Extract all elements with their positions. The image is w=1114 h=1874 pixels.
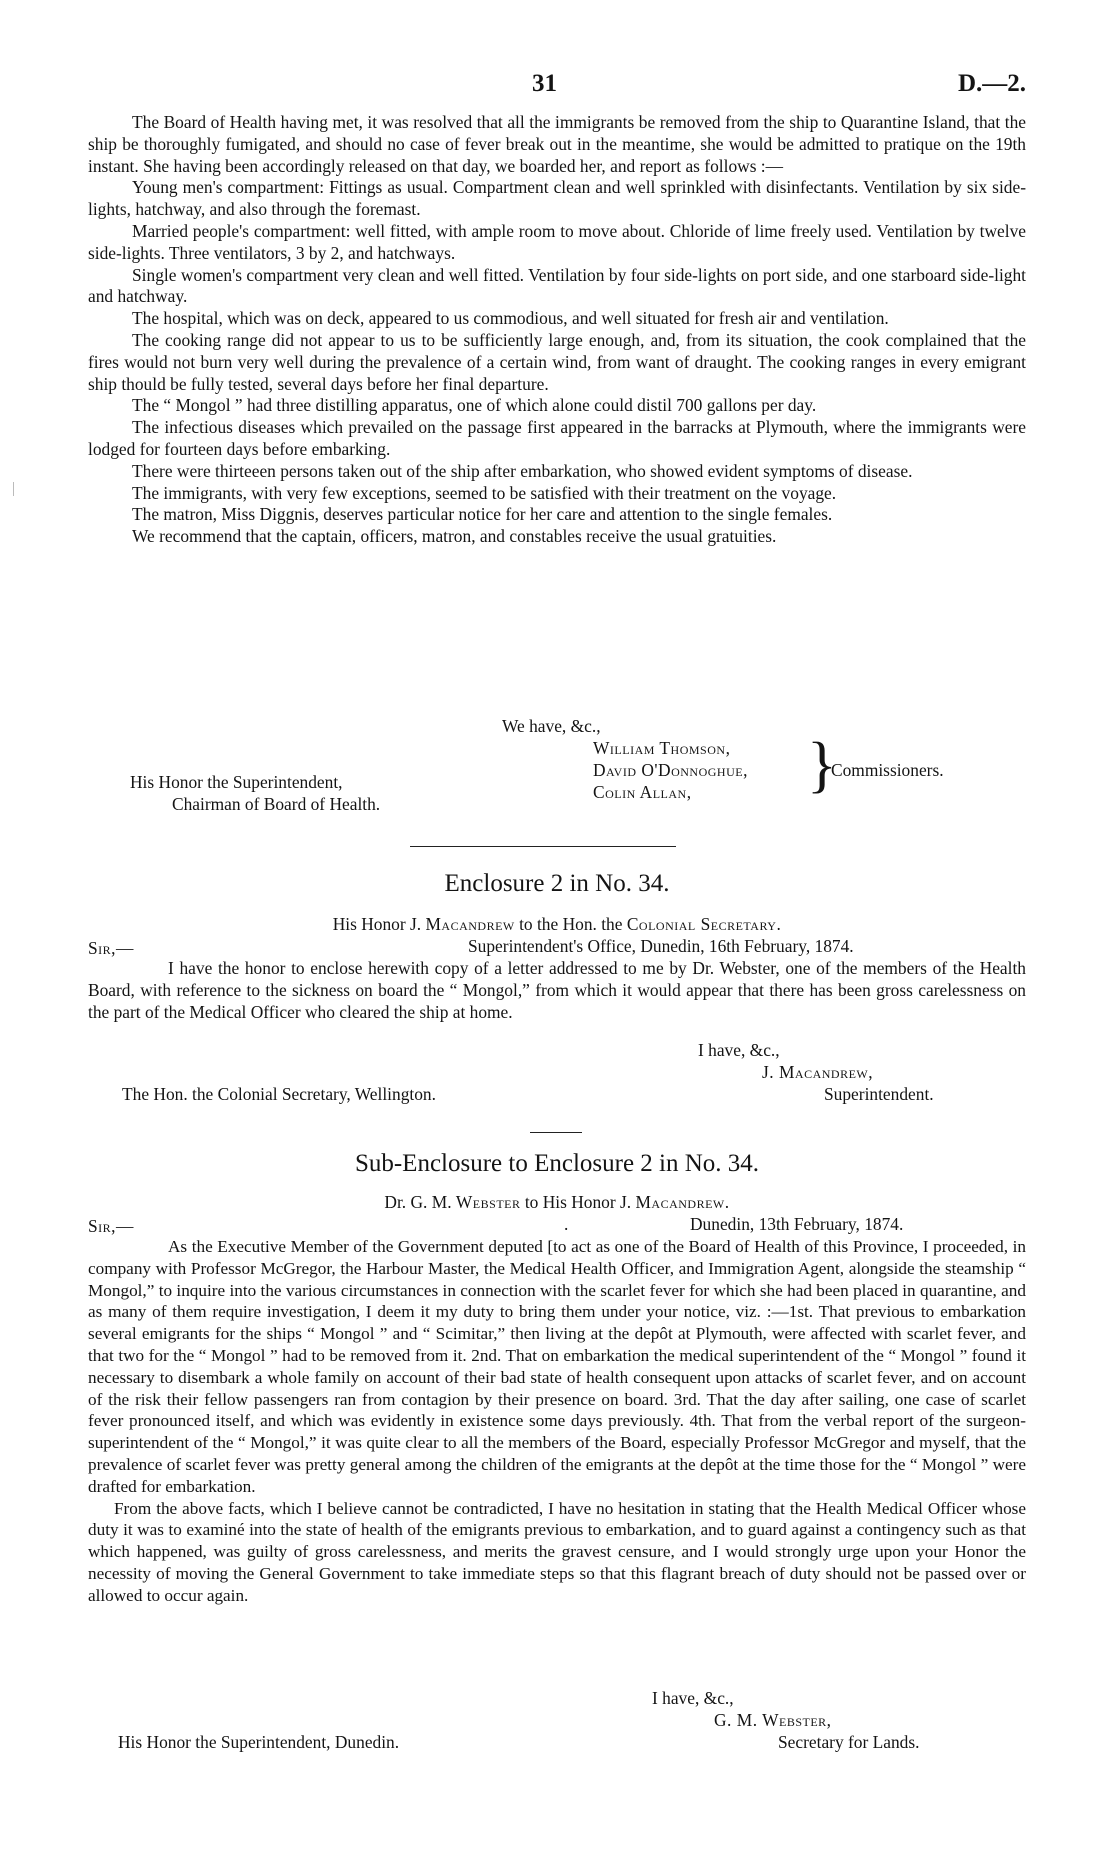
salutation: Sir,— bbox=[88, 938, 134, 958]
signatory-name: David O'Donnoghue, bbox=[593, 760, 748, 780]
report-paragraph: The infectious diseases which prevailed on the passage first appeared in the barracks at Plymouth, where the immigrants were lodged for fourteen days before embarking. bbox=[88, 417, 1026, 459]
report-paragraph: Young men's compartment: Fittings as usual. Compartment clean and well sprinkled with disinfectants. Ventilation by six side-lights, hatchway, and also through the foremast. bbox=[88, 177, 1026, 220]
report-body bbox=[88, 112, 1026, 548]
from-to-text: to the Hon. the bbox=[514, 914, 627, 934]
to-name: Macandrew. bbox=[635, 1192, 730, 1212]
subenclosure-from-to bbox=[88, 1192, 1026, 1213]
to-name: Colonial Secretary. bbox=[626, 914, 782, 934]
addressee: The Hon. the Colonial Secretary, Wellington. bbox=[122, 1084, 436, 1104]
from-to-text: His Honor J. bbox=[332, 914, 426, 934]
from-name: Macandrew bbox=[425, 914, 515, 934]
report-paragraph: There were thirteeen persons taken out of the ship after embarkation, who showed evident symptoms of disease. bbox=[132, 460, 913, 481]
signer-name: G. M. Webster, bbox=[714, 1710, 832, 1730]
signer-title: Secretary for Lands. bbox=[778, 1732, 920, 1752]
report-paragraph: The immigrants, with very few exceptions, seemed to be satisfied with their treatment on the voyage. bbox=[132, 482, 837, 503]
enclosure-body bbox=[88, 958, 1026, 1023]
letter-paragraph: As the Executive Member of the Government deputed [to act as one of the Board of Health of this Province, I proceeded, in company with Professor McGregor, the Harbour Master, the Medical Health Officer, and Immigration Agent, alongside the steamship “ Mongol,” to inquire into the various circumstances in connection with the scarlet fever for which she had been placed in quarantine, and as many of them require investigation, I deem it my duty to bring them under your notice, viz. :—1st. That previous to embarkation several emigrants for the ships “ Mongol ” and “ Scimitar,” then living at the depôt at Plymouth, were affected with scarlet fever, and that two for the “ Mongol ” had to be removed from it. 2nd. That on embarkation the medical superintendent of the “ Mongol ” found it necessary to disembark a whole family on account of their bad state of health consequent upon attacks of scarlet fever, and on account of the risk their fellow passengers ran from contagion by their presence on board. 3rd. That the day after sailing, one case of scarlet fever pronounced itself, and which was evidently in existence some days previously. 4th. That from the verbal report of the surgeon-superintendent of the “ Mongol,” it was quite clear to all the members of the Board, especially Professor McGregor and myself, that the prevalence of scarlet fever was pretty general among the children of the emigrants at the depôt at the time those for the “ Mongol ” were drafted for embarkation. bbox=[88, 1237, 1026, 1496]
report-paragraph: The matron, Miss Diggnis, deserves particular notice for her care and attention to the single females. bbox=[132, 504, 833, 525]
from-to-text: to His Honor J. bbox=[520, 1192, 636, 1212]
section-divider bbox=[410, 846, 676, 847]
place-date: Superintendent's Office, Dunedin, 16th February, 1874. bbox=[468, 936, 854, 956]
addressee: His Honor the Superintendent, bbox=[130, 772, 343, 792]
report-paragraph: Single women's compartment very clean and well fitted. Ventilation by four side-lights on port side, and one starboard side-light and hatchway. bbox=[88, 264, 1026, 307]
separator-dot: . bbox=[564, 1214, 569, 1234]
from-name: Webster bbox=[455, 1192, 521, 1212]
report-paragraph: Married people's compartment: well fitted, with ample room to move about. Chloride of lime freely used. Ventilation by twelve side-lights. Three ventilators, 3 by 2, and hatchways. bbox=[88, 220, 1026, 263]
from-to-text: Dr. G. M. bbox=[384, 1192, 456, 1212]
letter-closing: I have, &c., bbox=[698, 1040, 780, 1060]
signatory-name: William Thomson, bbox=[593, 738, 731, 758]
addressee: His Honor the Superintendent, Dunedin. bbox=[118, 1732, 400, 1752]
letter-paragraph: I have the honor to enclose herewith copy of a letter addressed to me by Dr. Webster, one of the members of the Health Board, with reference to the sickness on board the “ Mongol,” from which it would appear that there has been gross carelessness on the part of the Medical Officer who cleared the ship at home. bbox=[88, 958, 1026, 1022]
report-paragraph: The “ Mongol ” had three distilling apparatus, one of which alone could distil 700 gallons per day. bbox=[132, 395, 817, 416]
letter-closing: I have, &c., bbox=[652, 1688, 734, 1708]
signatory-name: Colin Allan, bbox=[593, 782, 692, 802]
page-number: 31 bbox=[532, 70, 557, 97]
enclosure-title: Enclosure 2 in No. 34. bbox=[444, 870, 670, 897]
salutation: Sir,— bbox=[88, 1216, 134, 1236]
report-paragraph: The cooking range did not appear to us to be sufficiently large enough, and, from its situation, the cook complained that the fires would not burn very well during the prevalence of a certain wind, from want of draught. The cooking ranges in every emigrant ship thould be fully tested, several days before her final departure. bbox=[88, 329, 1026, 394]
section-divider bbox=[530, 1132, 582, 1133]
addressee: Chairman of Board of Health. bbox=[172, 794, 381, 814]
signer-name: J. Macandrew, bbox=[762, 1062, 874, 1082]
signatories-brace: } bbox=[807, 731, 837, 799]
subenclosure-title: Sub-Enclosure to Enclosure 2 in No. 34. bbox=[354, 1150, 760, 1177]
letter-paragraph: From the above facts, which I believe cannot be contradicted, I have no hesitation in stating that the Health Medical Officer whose duty it was to examiné into the state of health of the emigrants previous to embarkation, and to guard against a contingency such as that which happened, was guilty of gross carelessness, and merits the gravest censure, and I would strongly urge upon your Honor the necessity of moving the General Government to take immediate steps so that this flagrant breach of duty should not be passed over or allowed to occur again. bbox=[88, 1498, 1026, 1605]
document-reference: D.—2. bbox=[957, 70, 1026, 97]
report-paragraph: We recommend that the captain, officers, matron, and constables receive the usual gratuities. bbox=[132, 526, 777, 547]
signatories-role: Commissioners. bbox=[831, 760, 944, 780]
report-paragraph: The hospital, which was on deck, appeared to us commodious, and well situated for fresh air and ventilation. bbox=[132, 308, 889, 329]
margin-mark bbox=[13, 482, 14, 496]
report-closing: We have, &c., bbox=[502, 716, 601, 736]
signer-title: Superintendent. bbox=[824, 1084, 934, 1104]
enclosure-from-to bbox=[88, 914, 1026, 935]
report-paragraph: The Board of Health having met, it was resolved that all the immigrants be removed from the ship to Quarantine Island, that the ship be thoroughly fumigated, and should no case of fever break out in the meantime, she would be admitted to pratique on the 19th instant. She having been accordingly released on that day, we boarded her, and report as follows :— bbox=[88, 112, 1026, 176]
place-date: Dunedin, 13th February, 1874. bbox=[690, 1214, 904, 1234]
subenclosure-body bbox=[88, 1236, 1026, 1607]
